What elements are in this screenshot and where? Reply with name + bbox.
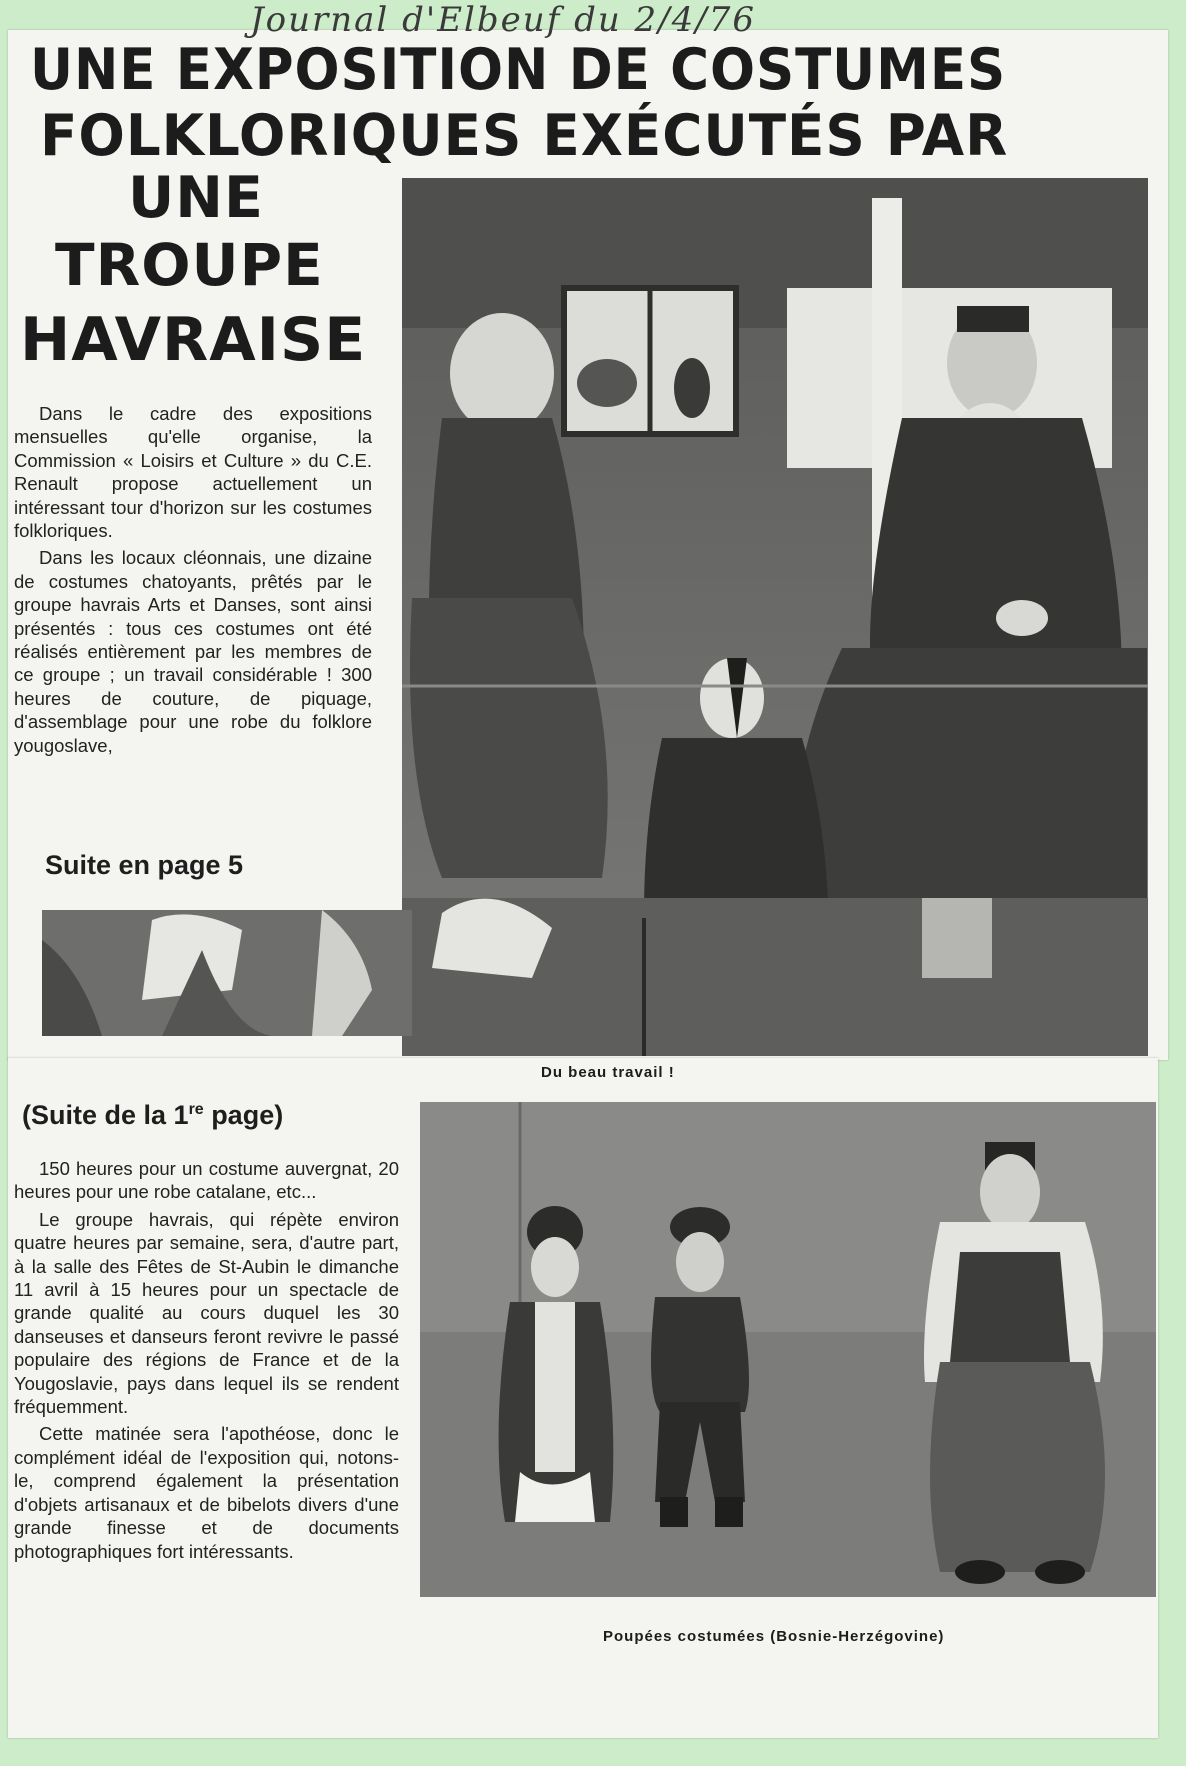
continuation-paragraph: Cette matinée sera l'apothéose, donc le complément idéal de l'exposition qui, notons-le, comprend également la présentation d'objets artisanaux et de bibelots divers d'une grande finesse et de documents photographiques fort intéressants.: [14, 1423, 399, 1562]
continuation-heading-suffix: page): [203, 1100, 284, 1130]
intro-paragraph: Dans les locaux cléonnais, une dizaine de costumes chatoyants, prêtés par le groupe havrais Arts et Danses, sont ainsi présentés : tous ces costumes ont été réalisés entièrement par les membres de ce groupe ; un travail considérable ! 300 heures de couture, de piquage, d'assemblage pour une robe du folklore yougoslave,: [14, 547, 372, 756]
headline-line-2: FOLKLORIQUES EXÉCUTÉS PAR: [40, 103, 1009, 169]
headline-line-5: HAVRAISE: [20, 305, 367, 375]
intro-paragraph: Dans le cadre des expositions mensuelles qu'elle organise, la Commission « Loisirs et Culture » du C.E. Renault propose actuellement un intéressant tour d'horizon sur les costumes folkloriques.: [14, 403, 372, 542]
continuation-paragraph: 150 heures pour un costume auvergnat, 20 heures pour une robe catalane, etc...: [14, 1158, 399, 1203]
headline-line-1: UNE EXPOSITION DE COSTUMES: [30, 37, 1007, 103]
intro-column: [14, 402, 372, 761]
exhibition-photo-strip-art: [42, 910, 412, 1036]
exhibition-photo: [402, 178, 1148, 1056]
continuation-column: [14, 1157, 399, 1567]
headline-line-4: TROUPE: [55, 231, 324, 299]
dolls-photo: [420, 1102, 1156, 1597]
photo2-caption: Poupées costumées (Bosnie-Herzégovine): [603, 1628, 945, 1645]
handwritten-source-note: Journal d'Elbeuf du 2/4/76: [250, 0, 756, 40]
continuation-paragraph: Le groupe havrais, qui répète environ quatre heures par semaine, sera, d'autre part, à la salle des Fêtes de St-Aubin le dimanche 11 avril à 15 heures pour un spectacle de grande qualité au cours duquel les 30 danseuses et danseurs feront revivre le passé populaire des régions de France et de la Yougoslavie, pays dans lequel ils se rendent fréquemment.: [14, 1208, 399, 1418]
exhibition-photo-art: [402, 178, 1148, 1056]
exhibition-photo-strip: [42, 910, 412, 1036]
dolls-photo-art: [420, 1102, 1156, 1597]
continuation-heading: [22, 1100, 283, 1131]
continuation-heading-superscript: re: [188, 1101, 204, 1118]
continuation-heading-prefix: (Suite de la 1: [22, 1100, 189, 1130]
headline-line-3: UNE: [128, 165, 264, 231]
photo1-caption: Du beau travail !: [541, 1064, 675, 1081]
continuation-note: Suite en page 5: [45, 850, 244, 880]
